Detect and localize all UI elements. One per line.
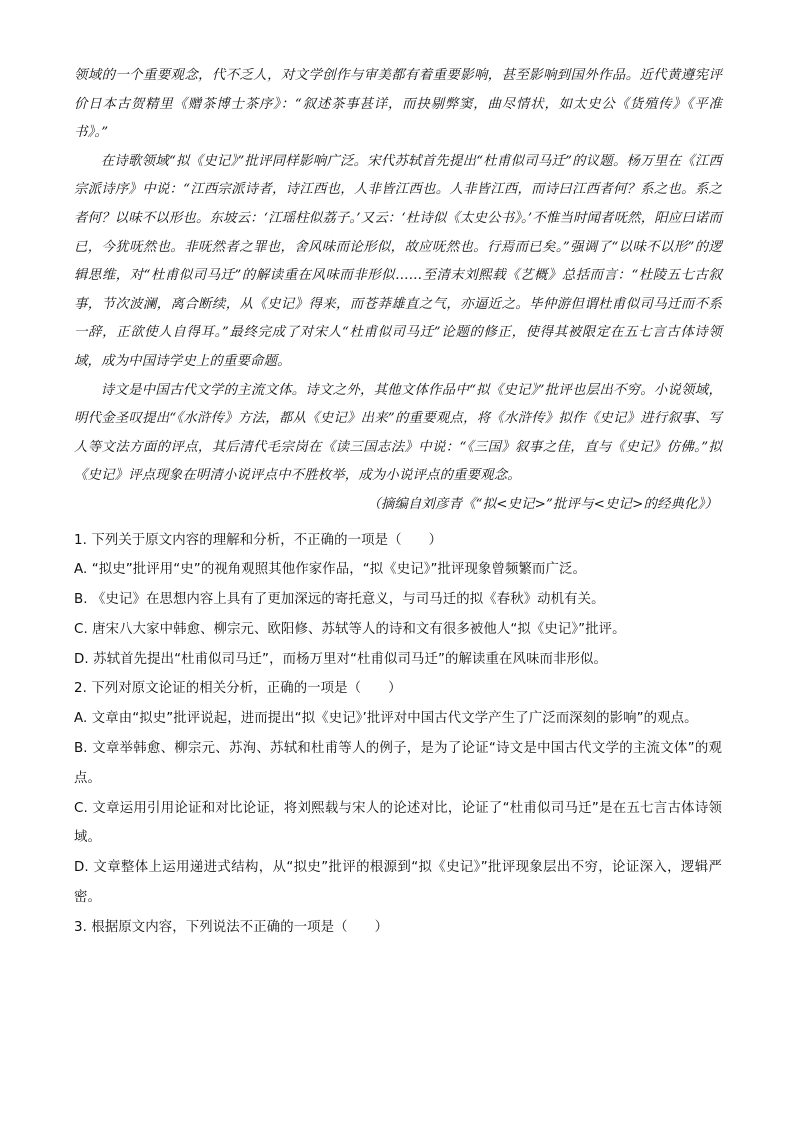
passage-paragraph-1: 领域的一个重要观念，代不乏人，对文学创作与审美都有着重要影响，甚至影响到国外作品。近代黄遵宪评价日本古贺精里《赠茶博士茶序》：“叙述茶事甚详，而抉剔弊窦，曲尽情状，如太史公《货殖传》《平准书》。” — [74, 68, 722, 141]
question-stem: 3. 根据原文内容，下列说法不正确的一项是（ ） — [74, 919, 389, 935]
option-c: C. 文章运用引用论证和对比论证，将刘熙载与宋人的论述对比，论证了“杜甫似司马迁”是在五七言古体诗领域。 — [74, 800, 722, 846]
option-a: A. 文章由“拟史”批评说起，进而提出“拟《史记》’批评对中国古代文学产生了广泛而深刻的影响”的观点。 — [74, 711, 698, 727]
reading-passage — [74, 62, 722, 520]
passage-paragraph-2: 在诗歌领域“拟《史记》”批评同样影响广泛。宋代苏轼首先提出“杜甫似司马迁”的议题。杨万里在《江西宗派诗序》中说：“江西宗派诗者，诗江西也，人非皆江西也。人非皆江西，而诗曰江西者何？系之也。系之者何？以味不以形也。东坡云：‘江瑶柱似荔子。’又云：‘杜诗似《太史公书》。’不惟当时闻者呒然，阳应曰诺而已，今犹呒然也。非呒然者之罪也，舍风味而论形似，故应呒然也。行焉而已矣。”强调了“以味不以形”的逻辑思维，对“杜甫似司马迁”的解读重在风味而非形似……至清末刘熙载《艺概》总括而言：“杜陵五七古叙事，节次波澜，离合断续，从《史记》得来，而苍莽雄直之气，亦逼近之。毕仲游但谓杜甫似司马迁而不系一辞，正欲使人自得耳。”最终完成了对宋人“杜甫似司马迁”论题的修正，使得其被限定在五七言古体诗领域，成为中国诗学史上的重要命题。 — [74, 153, 722, 369]
passage-paragraph-3: 诗文是中国古代文学的主流文体。诗文之外，其他文体作品中“拟《史记》”批评也层出不穷。小说领域，明代金圣叹提出“《水浒传》方法，都从《史记》出来”的重要观点，将《水浒传》拟作《史记》进行叙事、写人等文法方面的评点，其后清代毛宗岗在《读三国志法》中说：“《三国》叙事之佳，直与《史记》仿佛。”拟《史记》评点现象在明清小说评点中不胜枚举，成为小说评点的重要观念。 — [74, 382, 722, 484]
option-c: C. 唐宋八大家中韩愈、柳宗元、欧阳修、苏轼等人的诗和文有很多被他人“拟《史记》”批评。 — [74, 621, 626, 637]
question-1 — [74, 526, 722, 675]
option-d: D. 文章整体上运用递进式结构，从“拟史”批评的根源到“拟《史记》”批评现象层出不穷，论证深入，逻辑严密。 — [74, 860, 722, 906]
option-d: D. 苏轼首先提出“杜甫似司马迁”，而杨万里对“杜甫似司马迁”的解读重在风味而非形似。 — [74, 651, 607, 667]
option-b: B. 文章举韩愈、柳宗元、苏洵、苏轼和杜甫等人的例子，是为了论证“诗文是中国古代文学的主流文体”的观点。 — [74, 741, 722, 786]
question-list — [74, 526, 722, 943]
question-3 — [74, 913, 722, 943]
option-a: A. “拟史”批评用“史”的视角观照其他作家作品，“拟《史记》”批评现象曾频繁而广泛。 — [74, 562, 586, 578]
question-stem: 2. 下列对原文论证的相关分析，正确的一项是（ ） — [74, 681, 402, 697]
option-b: B. 《史记》在思想内容上具有了更加深远的寄托意义，与司马迁的拟《春秋》动机有关。 — [74, 592, 605, 608]
question-stem: 1. 下列关于原文内容的理解和分析，不正确的一项是（ ） — [74, 532, 443, 548]
question-2 — [74, 674, 722, 912]
passage-source: （摘编自刘彦青《“拟<史记>”批评与<史记>的经典化》） — [367, 496, 718, 512]
exam-page — [74, 62, 722, 943]
